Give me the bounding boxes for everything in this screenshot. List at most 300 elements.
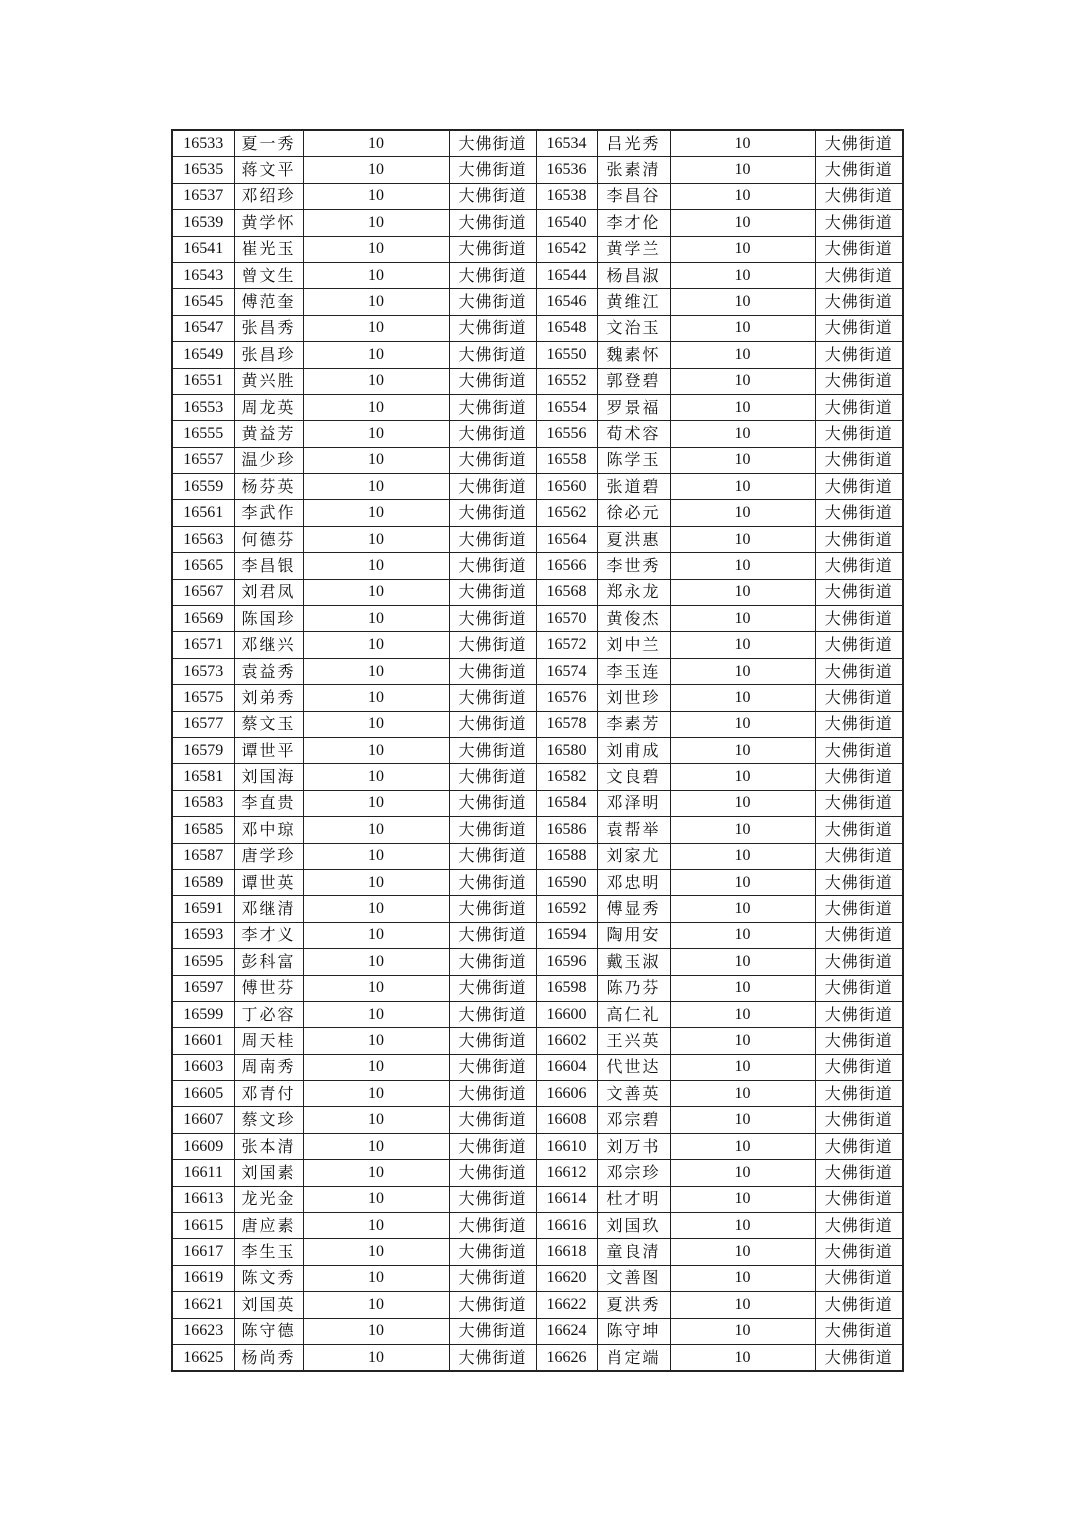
amount-cell: 10 — [303, 764, 449, 790]
person-name-cell: 傅显秀 — [597, 896, 670, 922]
record-id-cell: 16592 — [536, 896, 597, 922]
person-name-cell: 杨昌淑 — [597, 262, 670, 288]
table-row — [172, 685, 903, 711]
street-name-cell: 大佛街道 — [815, 896, 903, 922]
record-id-cell: 16547 — [172, 315, 234, 341]
amount-cell: 10 — [303, 843, 449, 869]
amount-cell: 10 — [303, 1265, 449, 1291]
street-name-cell: 大佛街道 — [815, 210, 903, 236]
record-id-cell: 16626 — [536, 1344, 597, 1371]
person-name-cell: 陈国珍 — [234, 606, 303, 632]
amount-cell: 10 — [670, 975, 815, 1001]
table-row — [172, 579, 903, 605]
table-row — [172, 1001, 903, 1027]
record-id-cell: 16621 — [172, 1292, 234, 1318]
street-name-cell: 大佛街道 — [815, 975, 903, 1001]
amount-cell: 10 — [670, 1239, 815, 1265]
record-id-cell: 16572 — [536, 632, 597, 658]
person-name-cell: 刘国玖 — [597, 1213, 670, 1239]
street-name-cell: 大佛街道 — [815, 790, 903, 816]
person-name-cell: 刘甫成 — [597, 737, 670, 763]
table-row — [172, 447, 903, 473]
record-id-cell: 16622 — [536, 1292, 597, 1318]
person-name-cell: 陶用安 — [597, 922, 670, 948]
record-id-cell: 16585 — [172, 817, 234, 843]
amount-cell: 10 — [303, 447, 449, 473]
street-name-cell: 大佛街道 — [815, 1081, 903, 1107]
roster-body — [172, 130, 903, 1371]
person-name-cell: 丁必容 — [234, 1001, 303, 1027]
amount-cell: 10 — [670, 1292, 815, 1318]
person-name-cell: 代世达 — [597, 1054, 670, 1080]
table-row — [172, 262, 903, 288]
record-id-cell: 16587 — [172, 843, 234, 869]
street-name-cell: 大佛街道 — [449, 1081, 536, 1107]
person-name-cell: 蔡文玉 — [234, 711, 303, 737]
street-name-cell: 大佛街道 — [815, 1265, 903, 1291]
record-id-cell: 16577 — [172, 711, 234, 737]
street-name-cell: 大佛街道 — [815, 1292, 903, 1318]
person-name-cell: 李玉连 — [597, 658, 670, 684]
table-row — [172, 342, 903, 368]
amount-cell: 10 — [670, 737, 815, 763]
record-id-cell: 16613 — [172, 1186, 234, 1212]
amount-cell: 10 — [303, 183, 449, 209]
amount-cell: 10 — [670, 922, 815, 948]
person-name-cell: 黄俊杰 — [597, 606, 670, 632]
person-name-cell: 黄益芳 — [234, 421, 303, 447]
person-name-cell: 刘君凤 — [234, 579, 303, 605]
amount-cell: 10 — [670, 474, 815, 500]
person-name-cell: 魏素怀 — [597, 342, 670, 368]
person-name-cell: 刘国素 — [234, 1160, 303, 1186]
table-row — [172, 421, 903, 447]
amount-cell: 10 — [670, 1001, 815, 1027]
amount-cell: 10 — [670, 949, 815, 975]
amount-cell: 10 — [303, 1107, 449, 1133]
street-name-cell: 大佛街道 — [449, 130, 536, 157]
record-id-cell: 16614 — [536, 1186, 597, 1212]
amount-cell: 10 — [303, 236, 449, 262]
record-id-cell: 16575 — [172, 685, 234, 711]
person-name-cell: 傅范奎 — [234, 289, 303, 315]
amount-cell: 10 — [303, 790, 449, 816]
table-row — [172, 183, 903, 209]
table-row — [172, 474, 903, 500]
amount-cell: 10 — [303, 896, 449, 922]
person-name-cell: 杜才明 — [597, 1186, 670, 1212]
record-id-cell: 16617 — [172, 1239, 234, 1265]
street-name-cell: 大佛街道 — [815, 447, 903, 473]
table-row — [172, 1292, 903, 1318]
street-name-cell: 大佛街道 — [449, 526, 536, 552]
record-id-cell: 16533 — [172, 130, 234, 157]
street-name-cell: 大佛街道 — [449, 1160, 536, 1186]
street-name-cell: 大佛街道 — [815, 1239, 903, 1265]
street-name-cell: 大佛街道 — [815, 1318, 903, 1344]
street-name-cell: 大佛街道 — [449, 1265, 536, 1291]
amount-cell: 10 — [670, 394, 815, 420]
record-id-cell: 16584 — [536, 790, 597, 816]
table-row — [172, 869, 903, 895]
person-name-cell: 温少珍 — [234, 447, 303, 473]
record-id-cell: 16549 — [172, 342, 234, 368]
person-name-cell: 陈学玉 — [597, 447, 670, 473]
amount-cell: 10 — [303, 685, 449, 711]
person-name-cell: 龙光金 — [234, 1186, 303, 1212]
table-row — [172, 1107, 903, 1133]
street-name-cell: 大佛街道 — [449, 579, 536, 605]
table-row — [172, 949, 903, 975]
record-id-cell: 16578 — [536, 711, 597, 737]
amount-cell: 10 — [670, 526, 815, 552]
record-id-cell: 16609 — [172, 1133, 234, 1159]
amount-cell: 10 — [303, 737, 449, 763]
record-id-cell: 16566 — [536, 553, 597, 579]
street-name-cell: 大佛街道 — [449, 1001, 536, 1027]
amount-cell: 10 — [303, 342, 449, 368]
person-name-cell: 邓中琼 — [234, 817, 303, 843]
table-row — [172, 711, 903, 737]
street-name-cell: 大佛街道 — [449, 474, 536, 500]
table-row — [172, 1318, 903, 1344]
amount-cell: 10 — [303, 157, 449, 183]
amount-cell: 10 — [303, 1160, 449, 1186]
amount-cell: 10 — [670, 632, 815, 658]
street-name-cell: 大佛街道 — [815, 1133, 903, 1159]
record-id-cell: 16591 — [172, 896, 234, 922]
record-id-cell: 16555 — [172, 421, 234, 447]
street-name-cell: 大佛街道 — [815, 474, 903, 500]
person-name-cell: 徐必元 — [597, 500, 670, 526]
record-id-cell: 16580 — [536, 737, 597, 763]
record-id-cell: 16582 — [536, 764, 597, 790]
street-name-cell: 大佛街道 — [815, 289, 903, 315]
street-name-cell: 大佛街道 — [815, 236, 903, 262]
street-name-cell: 大佛街道 — [449, 342, 536, 368]
record-id-cell: 16539 — [172, 210, 234, 236]
table-row — [172, 210, 903, 236]
table-row — [172, 922, 903, 948]
record-id-cell: 16564 — [536, 526, 597, 552]
street-name-cell: 大佛街道 — [815, 843, 903, 869]
amount-cell: 10 — [670, 183, 815, 209]
person-name-cell: 李世秀 — [597, 553, 670, 579]
amount-cell: 10 — [670, 817, 815, 843]
record-id-cell: 16537 — [172, 183, 234, 209]
table-row — [172, 606, 903, 632]
record-id-cell: 16548 — [536, 315, 597, 341]
person-name-cell: 李昌银 — [234, 553, 303, 579]
amount-cell: 10 — [303, 1001, 449, 1027]
record-id-cell: 16534 — [536, 130, 597, 157]
person-name-cell: 陈文秀 — [234, 1265, 303, 1291]
record-id-cell: 16589 — [172, 869, 234, 895]
record-id-cell: 16616 — [536, 1213, 597, 1239]
street-name-cell: 大佛街道 — [449, 896, 536, 922]
record-id-cell: 16570 — [536, 606, 597, 632]
street-name-cell: 大佛街道 — [449, 843, 536, 869]
street-name-cell: 大佛街道 — [449, 447, 536, 473]
record-id-cell: 16618 — [536, 1239, 597, 1265]
person-name-cell: 杨芬英 — [234, 474, 303, 500]
amount-cell: 10 — [303, 553, 449, 579]
person-name-cell: 刘国英 — [234, 1292, 303, 1318]
record-id-cell: 16576 — [536, 685, 597, 711]
amount-cell: 10 — [303, 949, 449, 975]
record-id-cell: 16593 — [172, 922, 234, 948]
amount-cell: 10 — [670, 289, 815, 315]
record-id-cell: 16588 — [536, 843, 597, 869]
person-name-cell: 曾文生 — [234, 262, 303, 288]
record-id-cell: 16600 — [536, 1001, 597, 1027]
street-name-cell: 大佛街道 — [815, 1213, 903, 1239]
record-id-cell: 16543 — [172, 262, 234, 288]
amount-cell: 10 — [303, 817, 449, 843]
street-name-cell: 大佛街道 — [449, 790, 536, 816]
record-id-cell: 16538 — [536, 183, 597, 209]
roster-table — [171, 129, 904, 1372]
amount-cell: 10 — [670, 315, 815, 341]
table-row — [172, 843, 903, 869]
person-name-cell: 邓泽明 — [597, 790, 670, 816]
record-id-cell: 16623 — [172, 1318, 234, 1344]
record-id-cell: 16568 — [536, 579, 597, 605]
street-name-cell: 大佛街道 — [449, 949, 536, 975]
street-name-cell: 大佛街道 — [449, 368, 536, 394]
amount-cell: 10 — [303, 1344, 449, 1371]
person-name-cell: 刘弟秀 — [234, 685, 303, 711]
record-id-cell: 16598 — [536, 975, 597, 1001]
street-name-cell: 大佛街道 — [449, 817, 536, 843]
amount-cell: 10 — [303, 1133, 449, 1159]
street-name-cell: 大佛街道 — [815, 130, 903, 157]
person-name-cell: 谭世英 — [234, 869, 303, 895]
amount-cell: 10 — [670, 1107, 815, 1133]
record-id-cell: 16567 — [172, 579, 234, 605]
person-name-cell: 邓继兴 — [234, 632, 303, 658]
person-name-cell: 李生玉 — [234, 1239, 303, 1265]
street-name-cell: 大佛街道 — [449, 1054, 536, 1080]
street-name-cell: 大佛街道 — [815, 183, 903, 209]
record-id-cell: 16553 — [172, 394, 234, 420]
person-name-cell: 李素芳 — [597, 711, 670, 737]
street-name-cell: 大佛街道 — [815, 737, 903, 763]
amount-cell: 10 — [670, 1054, 815, 1080]
record-id-cell: 16535 — [172, 157, 234, 183]
person-name-cell: 崔光玉 — [234, 236, 303, 262]
record-id-cell: 16556 — [536, 421, 597, 447]
amount-cell: 10 — [303, 368, 449, 394]
amount-cell: 10 — [303, 262, 449, 288]
record-id-cell: 16574 — [536, 658, 597, 684]
person-name-cell: 谭世平 — [234, 737, 303, 763]
table-row — [172, 1344, 903, 1371]
amount-cell: 10 — [303, 632, 449, 658]
table-row — [172, 764, 903, 790]
record-id-cell: 16560 — [536, 474, 597, 500]
record-id-cell: 16610 — [536, 1133, 597, 1159]
person-name-cell: 黄学兰 — [597, 236, 670, 262]
table-row — [172, 394, 903, 420]
table-row — [172, 553, 903, 579]
person-name-cell: 戴玉淑 — [597, 949, 670, 975]
person-name-cell: 张昌秀 — [234, 315, 303, 341]
record-id-cell: 16581 — [172, 764, 234, 790]
street-name-cell: 大佛街道 — [449, 1239, 536, 1265]
record-id-cell: 16569 — [172, 606, 234, 632]
record-id-cell: 16546 — [536, 289, 597, 315]
street-name-cell: 大佛街道 — [449, 658, 536, 684]
street-name-cell: 大佛街道 — [449, 922, 536, 948]
street-name-cell: 大佛街道 — [449, 1186, 536, 1212]
amount-cell: 10 — [303, 394, 449, 420]
street-name-cell: 大佛街道 — [815, 949, 903, 975]
person-name-cell: 彭科富 — [234, 949, 303, 975]
street-name-cell: 大佛街道 — [449, 394, 536, 420]
person-name-cell: 蒋文平 — [234, 157, 303, 183]
street-name-cell: 大佛街道 — [815, 632, 903, 658]
person-name-cell: 陈守坤 — [597, 1318, 670, 1344]
amount-cell: 10 — [303, 711, 449, 737]
record-id-cell: 16563 — [172, 526, 234, 552]
person-name-cell: 荀术容 — [597, 421, 670, 447]
street-name-cell: 大佛街道 — [815, 1160, 903, 1186]
street-name-cell: 大佛街道 — [449, 1133, 536, 1159]
amount-cell: 10 — [303, 1213, 449, 1239]
amount-cell: 10 — [670, 579, 815, 605]
street-name-cell: 大佛街道 — [815, 817, 903, 843]
amount-cell: 10 — [670, 1081, 815, 1107]
street-name-cell: 大佛街道 — [449, 1213, 536, 1239]
amount-cell: 10 — [303, 210, 449, 236]
record-id-cell: 16536 — [536, 157, 597, 183]
street-name-cell: 大佛街道 — [449, 764, 536, 790]
table-row — [172, 1133, 903, 1159]
amount-cell: 10 — [670, 764, 815, 790]
amount-cell: 10 — [670, 1265, 815, 1291]
table-row — [172, 1186, 903, 1212]
record-id-cell: 16590 — [536, 869, 597, 895]
amount-cell: 10 — [303, 1054, 449, 1080]
amount-cell: 10 — [303, 975, 449, 1001]
person-name-cell: 文善图 — [597, 1265, 670, 1291]
amount-cell: 10 — [670, 1344, 815, 1371]
person-name-cell: 高仁礼 — [597, 1001, 670, 1027]
person-name-cell: 童良清 — [597, 1239, 670, 1265]
record-id-cell: 16562 — [536, 500, 597, 526]
amount-cell: 10 — [670, 130, 815, 157]
record-id-cell: 16625 — [172, 1344, 234, 1371]
amount-cell: 10 — [670, 790, 815, 816]
record-id-cell: 16551 — [172, 368, 234, 394]
table-row — [172, 1265, 903, 1291]
table-row — [172, 896, 903, 922]
amount-cell: 10 — [670, 421, 815, 447]
person-name-cell: 刘中兰 — [597, 632, 670, 658]
person-name-cell: 张素清 — [597, 157, 670, 183]
street-name-cell: 大佛街道 — [449, 500, 536, 526]
record-id-cell: 16541 — [172, 236, 234, 262]
street-name-cell: 大佛街道 — [449, 737, 536, 763]
street-name-cell: 大佛街道 — [449, 869, 536, 895]
amount-cell: 10 — [670, 1160, 815, 1186]
street-name-cell: 大佛街道 — [815, 764, 903, 790]
table-row — [172, 368, 903, 394]
amount-cell: 10 — [303, 1318, 449, 1344]
person-name-cell: 周南秀 — [234, 1054, 303, 1080]
street-name-cell: 大佛街道 — [815, 315, 903, 341]
record-id-cell: 16540 — [536, 210, 597, 236]
amount-cell: 10 — [670, 896, 815, 922]
record-id-cell: 16565 — [172, 553, 234, 579]
person-name-cell: 杨尚秀 — [234, 1344, 303, 1371]
record-id-cell: 16561 — [172, 500, 234, 526]
record-id-cell: 16606 — [536, 1081, 597, 1107]
amount-cell: 10 — [670, 711, 815, 737]
person-name-cell: 李武作 — [234, 500, 303, 526]
street-name-cell: 大佛街道 — [815, 711, 903, 737]
amount-cell: 10 — [670, 447, 815, 473]
amount-cell: 10 — [670, 1318, 815, 1344]
person-name-cell: 唐学珍 — [234, 843, 303, 869]
person-name-cell: 唐应素 — [234, 1213, 303, 1239]
table-row — [172, 632, 903, 658]
amount-cell: 10 — [670, 1186, 815, 1212]
street-name-cell: 大佛街道 — [815, 394, 903, 420]
amount-cell: 10 — [670, 1213, 815, 1239]
street-name-cell: 大佛街道 — [449, 1028, 536, 1054]
amount-cell: 10 — [303, 289, 449, 315]
street-name-cell: 大佛街道 — [815, 368, 903, 394]
record-id-cell: 16599 — [172, 1001, 234, 1027]
street-name-cell: 大佛街道 — [815, 685, 903, 711]
person-name-cell: 邓青付 — [234, 1081, 303, 1107]
record-id-cell: 16602 — [536, 1028, 597, 1054]
amount-cell: 10 — [303, 658, 449, 684]
amount-cell: 10 — [670, 500, 815, 526]
record-id-cell: 16542 — [536, 236, 597, 262]
person-name-cell: 夏洪秀 — [597, 1292, 670, 1318]
person-name-cell: 邓绍珍 — [234, 183, 303, 209]
record-id-cell: 16558 — [536, 447, 597, 473]
amount-cell: 10 — [670, 869, 815, 895]
amount-cell: 10 — [303, 606, 449, 632]
table-row — [172, 1081, 903, 1107]
table-row — [172, 157, 903, 183]
person-name-cell: 郭登碧 — [597, 368, 670, 394]
table-row — [172, 1054, 903, 1080]
record-id-cell: 16603 — [172, 1054, 234, 1080]
person-name-cell: 李才义 — [234, 922, 303, 948]
street-name-cell: 大佛街道 — [449, 210, 536, 236]
table-row — [172, 500, 903, 526]
street-name-cell: 大佛街道 — [449, 183, 536, 209]
record-id-cell: 16595 — [172, 949, 234, 975]
street-name-cell: 大佛街道 — [449, 975, 536, 1001]
record-id-cell: 16604 — [536, 1054, 597, 1080]
person-name-cell: 周龙英 — [234, 394, 303, 420]
table-row — [172, 975, 903, 1001]
record-id-cell: 16620 — [536, 1265, 597, 1291]
person-name-cell: 刘世珍 — [597, 685, 670, 711]
table-row — [172, 526, 903, 552]
person-name-cell: 袁帮举 — [597, 817, 670, 843]
record-id-cell: 16583 — [172, 790, 234, 816]
table-row — [172, 1239, 903, 1265]
amount-cell: 10 — [303, 869, 449, 895]
person-name-cell: 傅世芬 — [234, 975, 303, 1001]
